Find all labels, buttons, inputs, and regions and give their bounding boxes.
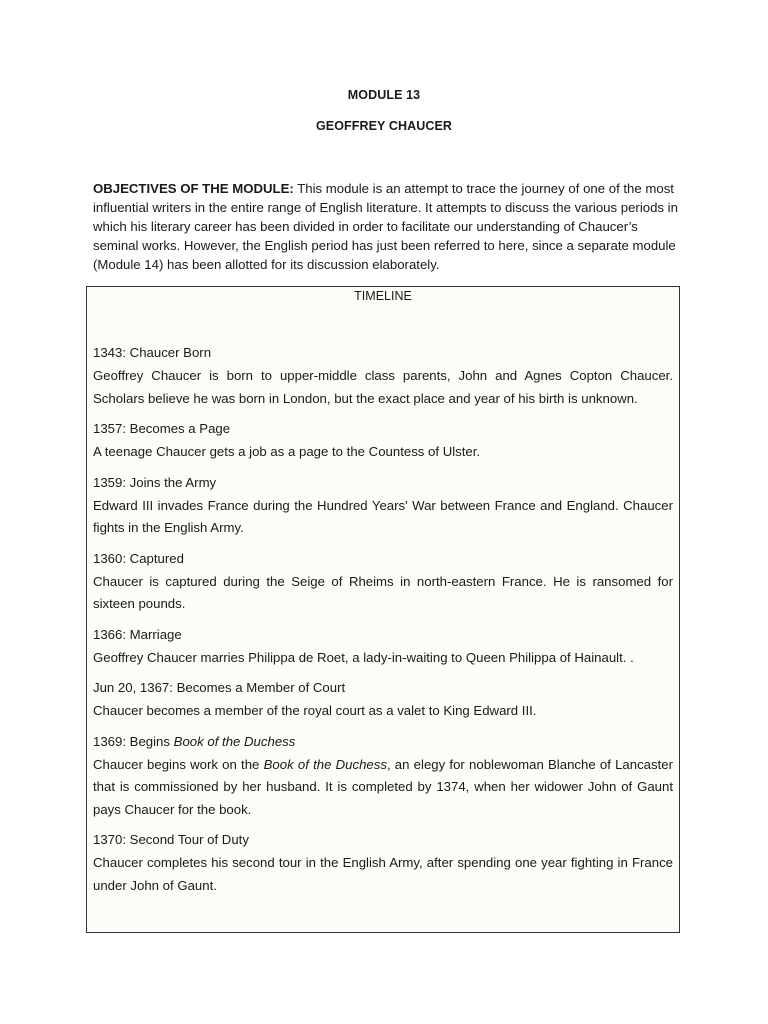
entry-heading: 1366: Marriage — [93, 626, 182, 642]
entry-heading: 1343: Chaucer Born — [93, 345, 212, 360]
timeline-entry — [93, 473, 673, 540]
book-title: Book of the Duchess — [263, 756, 387, 772]
entry-body: Chaucer becomes a member of the royal court as a valet to King Edward III. — [93, 703, 537, 718]
timeline-heading: TIMELINE — [354, 289, 412, 303]
entry-body: Edward III invades France during the Hundred Years' War between France and England. Chaucer fights in the English Army. — [93, 497, 673, 535]
timeline-entry — [93, 419, 673, 464]
entry-heading-prefix: 1369: Begins — [93, 733, 174, 749]
timeline-entry — [93, 830, 673, 897]
entry-body-prefix: Chaucer begins work on the — [93, 756, 264, 772]
entry-body: A teenage Chaucer gets a job as a page to the Countess of Ulster. — [93, 444, 481, 459]
timeline-entry — [93, 549, 673, 616]
entry-body: Chaucer is captured during the Seige of Rheims in north-eastern France. He is ransomed for sixteen pounds. — [93, 573, 673, 611]
entry-body: Chaucer completes his second tour in the English Army, after spending one year fighting in France under John of Gaunt. — [93, 855, 673, 893]
entry-body: Geoffrey Chaucer is born to upper-middle class parents, John and Agnes Copton Chaucer. Scholars believe he was born in London, but the exact place and year of his birth is unknown. — [93, 368, 673, 406]
timeline-entry — [93, 625, 673, 670]
entry-body: Geoffrey Chaucer marries Philippa de Roet, a lady-in-waiting to Queen Philippa of Hainault. . — [93, 649, 634, 665]
module-number: MODULE 13 — [347, 88, 421, 102]
entry-body — [93, 754, 673, 822]
timeline-entries — [87, 333, 679, 897]
entry-heading: Jun 20, 1367: Becomes a Member of Court — [93, 680, 346, 695]
timeline-entry — [93, 732, 673, 822]
entry-heading: 1359: Joins the Army — [93, 474, 217, 490]
timeline-entry — [93, 678, 673, 723]
book-title: Book of the Duchess — [173, 733, 296, 749]
entry-body-suffix: , an elegy for noblewoman Blanche of Lancaster that is commissioned by her husband. It is completed by 1374, when her widower John of Gaunt pays Chaucer for the book. — [93, 756, 673, 817]
entry-heading: 1357: Becomes a Page — [93, 421, 231, 436]
objectives-paragraph — [93, 179, 683, 274]
timeline-entry — [93, 343, 673, 410]
objectives-label: OBJECTIVES OF THE MODULE: — [93, 181, 294, 196]
entry-heading: 1360: Captured — [93, 550, 184, 566]
entry-heading: 1370: Second Tour of Duty — [93, 832, 249, 847]
timeline-box — [86, 286, 680, 933]
objectives-text: This module is an attempt to trace the journey of one of the most influential writers in the entire range of English literature. It attempts to discuss the various periods in which his literary career has been divided in order to facilitate our understanding of Chaucer’s seminal works. However, the English period has just been referred to here, since a separate module (Module 14) has been allotted for its discussion elaborately. — [93, 181, 678, 272]
entry-heading — [93, 732, 673, 752]
module-title: GEOFFREY CHAUCER — [315, 119, 453, 133]
